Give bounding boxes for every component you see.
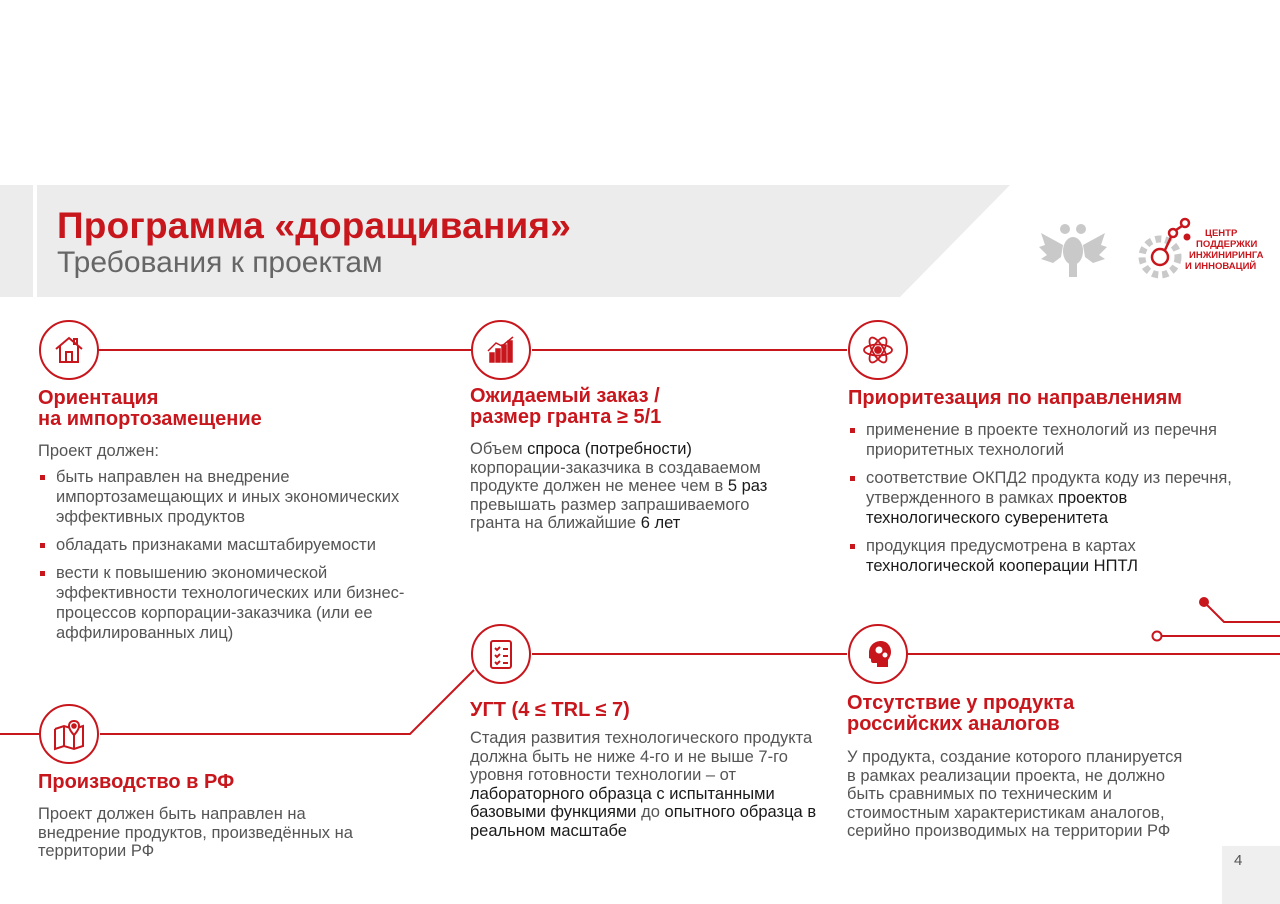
analogs-title-line-1: Отсутствие у продукта (847, 692, 1075, 714)
ugt-text-b: лабораторного образца с испытанными базовыми функциями (470, 784, 775, 821)
list-item: быть направлен на внедрение импортозамещающих и иных экономических эффективных продуктов (38, 467, 438, 527)
priority-item3-a: продукция предусмотрена в картах (866, 537, 1136, 555)
logo-line-4: И ИННОВАЦИЙ (1185, 261, 1257, 272)
page-title: Программа «доращивания» (57, 205, 572, 246)
import-title-line-2: на импортозамещение (38, 408, 262, 430)
list-item (848, 468, 1248, 528)
page-subtitle: Требования к проектам (57, 246, 383, 279)
order-text-d: 5 раз (727, 477, 768, 495)
import-title-line-1: Ориентация (38, 387, 159, 409)
priority-item3-b: технологической кооперации НПТЛ (866, 557, 1139, 575)
list-item: вести к повышению экономической эффективности технологических или бизнес-процессов корпорации-заказчика (или ее аффилированных лиц) (38, 563, 438, 643)
order-text (470, 440, 775, 533)
list-item: обладать признаками масштабируемости (38, 535, 438, 555)
atom-icon (848, 320, 908, 380)
order-text-c: корпорации-заказчика в создаваемом продукте должен не менее чем в (470, 458, 761, 495)
order-title (470, 386, 661, 428)
priority-title: Приоритезация по направлениям (848, 387, 1183, 409)
ugt-text-d: опытного образца в реальном масштабе (470, 803, 817, 840)
analogs-text: У продукта, создание которого планируется в рамках реализации проекта, не должно быть сравнимых по техническим и стоимостным характеристикам аналогов, серийно производимых на территории РФ (847, 748, 1183, 840)
ugt-text-a: Стадия развития технологического продукта должна быть не ниже 4-го и не выше 7-го уровня готовности технологии – от (470, 729, 813, 784)
map-pin-icon (39, 704, 99, 764)
ugt-title: УГТ (4 ≤ TRL ≤ 7) (470, 699, 630, 721)
import-list (38, 467, 438, 651)
logo-line-3: ИНЖИНИРИНГА (1189, 250, 1264, 261)
import-intro: Проект должен: (38, 442, 159, 460)
head-gears-icon (848, 624, 908, 684)
order-title-line-1: Ожидаемый заказ / (470, 385, 660, 407)
checklist-icon (471, 624, 531, 684)
order-text-b: спроса (потребности) (527, 440, 692, 458)
import-title (38, 388, 262, 430)
bar-chart-icon (471, 320, 531, 380)
list-item: применение в проекте технологий из перечня приоритетных технологий (848, 420, 1248, 460)
list-item (848, 536, 1248, 576)
order-title-line-2: размер гранта ≥ 5/1 (470, 406, 662, 428)
analogs-title (847, 693, 1074, 735)
production-title: Производство в РФ (38, 771, 235, 793)
page-number-box (1222, 846, 1280, 904)
analogs-title-line-2: российских аналогов (847, 713, 1060, 735)
order-text-f: 6 лет (640, 514, 681, 532)
ugt-text (470, 729, 830, 840)
house-icon (39, 320, 99, 380)
production-text: Проект должен быть направлен на внедрение продуктов, произведённых на территории РФ (38, 805, 353, 860)
priority-item2-a: соответствие ОКПД2 продукта коду из перечня, утвержденного в рамках (866, 469, 1232, 507)
logo-line-1: ЦЕНТР (1205, 228, 1238, 239)
page-number: 4 (1234, 852, 1243, 869)
priority-item2-b: проектов технологического суверенитета (866, 489, 1128, 527)
order-text-a: Объем (470, 440, 528, 458)
order-text-e: превышать размер запрашиваемого гранта на ближайшие (470, 495, 750, 532)
priority-list (848, 420, 1248, 584)
ugt-text-c: до (636, 803, 665, 821)
logo-line-2: ПОДДЕРЖКИ (1196, 239, 1258, 250)
